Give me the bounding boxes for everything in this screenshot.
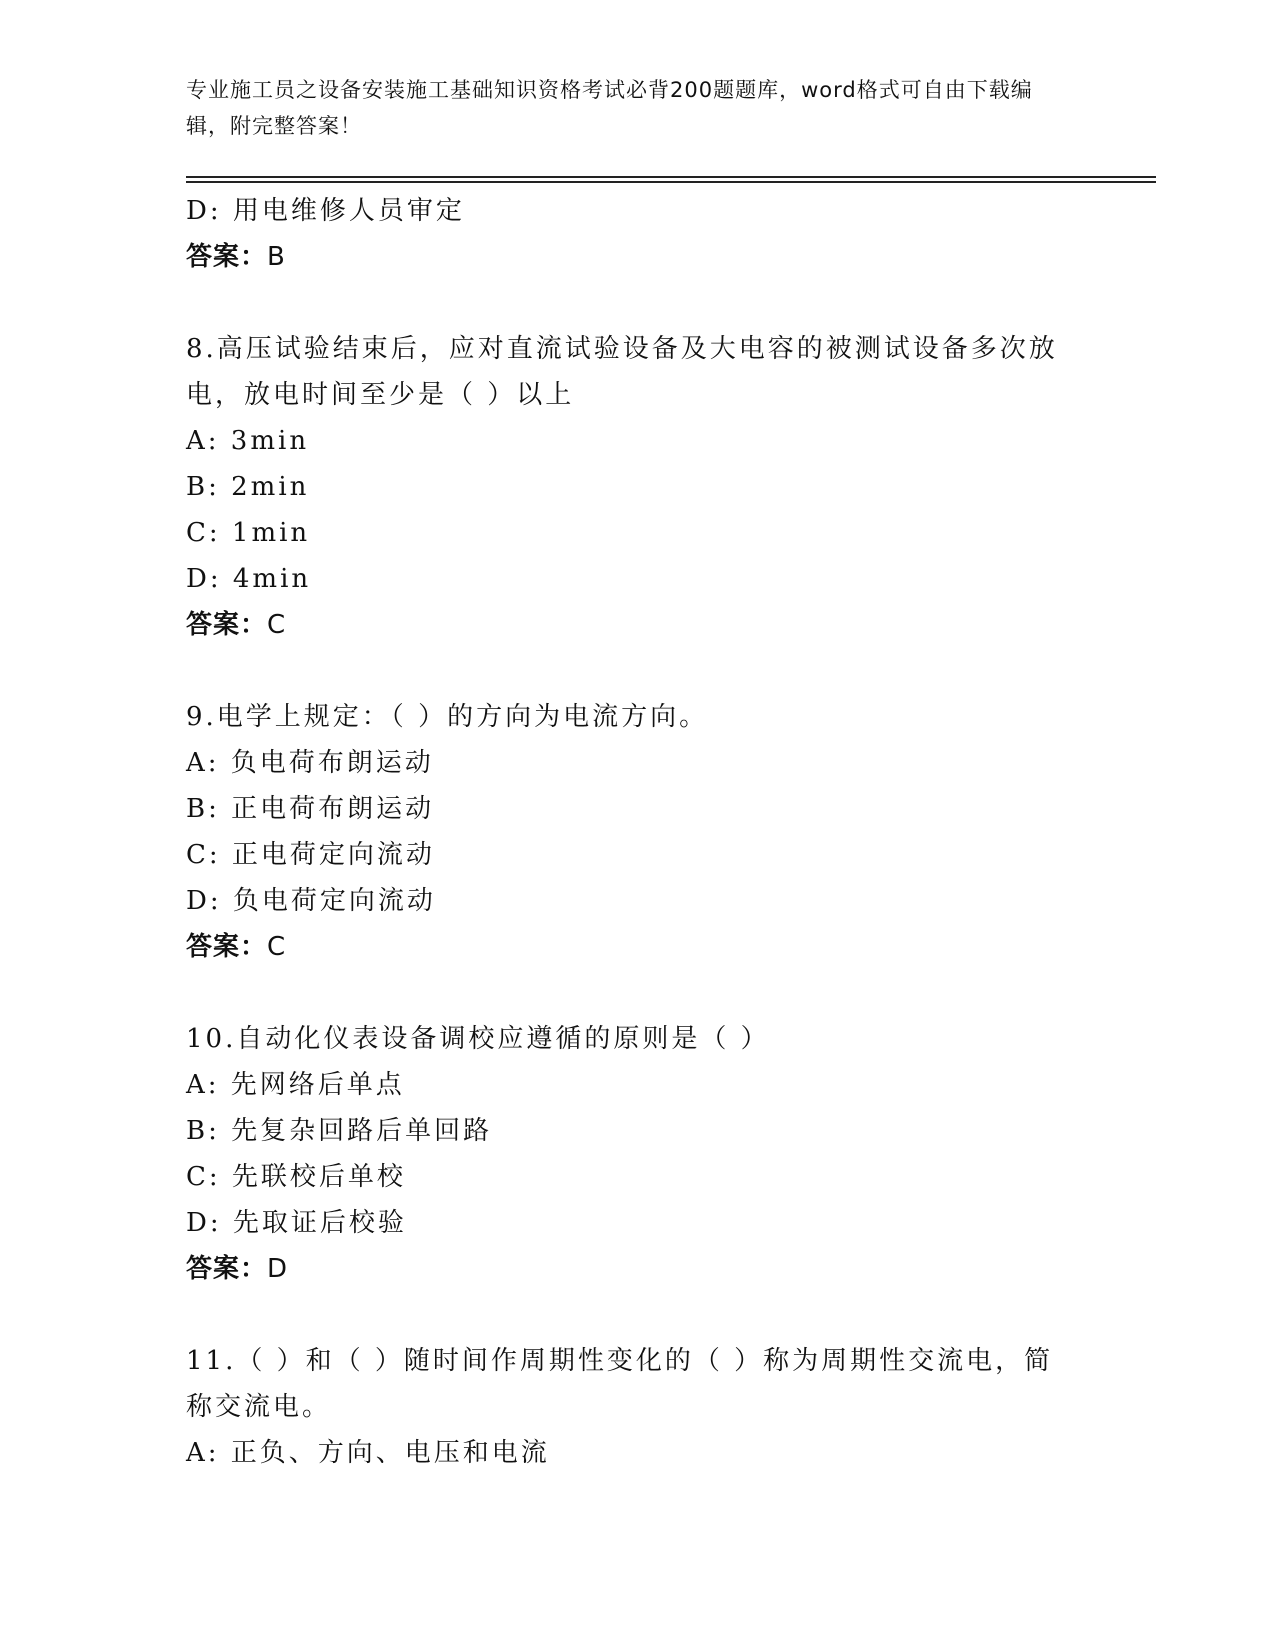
option-b: B: 正电荷布朗运动 [186, 794, 435, 824]
spacer [186, 1292, 1066, 1338]
question-list [186, 188, 1066, 1476]
answer-label: 答案： [186, 610, 268, 640]
spacer [186, 970, 1066, 1016]
option-c: C: 正电荷定向流动 [186, 840, 435, 870]
option-a: A: 正负、方向、电压和电流 [186, 1438, 550, 1468]
option-d: D: 用电维修人员审定 [186, 196, 465, 226]
spacer [186, 648, 1066, 694]
spacer [186, 280, 1066, 326]
question-text: 11.（ ）和（ ）随时间作周期性变化的（ ）称为周期性交流电，简称交流电。 [186, 1346, 1054, 1422]
option-c: C: 1min [186, 518, 311, 548]
answer-line [186, 924, 1066, 970]
answer-line [186, 602, 1066, 648]
header-divider-top [186, 176, 1156, 178]
option-d: D: 先取证后校验 [186, 1208, 407, 1238]
option-b: B: 先复杂回路后单回路 [186, 1116, 493, 1146]
option-a: A: 先网络后单点 [186, 1070, 405, 1100]
answer-line [186, 1246, 1066, 1292]
question-text: 9.电学上规定：（ ）的方向为电流方向。 [186, 702, 709, 732]
answer-label: 答案： [186, 242, 268, 272]
answer-label: 答案： [186, 932, 268, 962]
answer-value: B [267, 242, 286, 272]
option-b: B: 2min [186, 472, 310, 502]
option-c: C: 先联校后单校 [186, 1162, 406, 1192]
answer-value: D [267, 1254, 289, 1284]
header-divider-bottom [186, 181, 1156, 183]
answer-label: 答案： [186, 1254, 268, 1284]
option-d: D: 4min [186, 564, 312, 594]
question-text: 10.自动化仪表设备调校应遵循的原则是（ ） [186, 1024, 770, 1054]
document-header: 专业施工员之设备安装施工基础知识资格考试必背200题题库，word格式可自由下载编辑，附完整答案！ [186, 78, 1033, 138]
option-a: A: 负电荷布朗运动 [186, 748, 434, 778]
question-text: 8.高压试验结束后，应对直流试验设备及大电容的被测试设备多次放电，放电时间至少是（ ）以上 [186, 334, 1058, 410]
option-a: A: 3min [186, 426, 310, 456]
option-d: D: 负电荷定向流动 [186, 886, 436, 916]
answer-value: C [267, 932, 287, 962]
answer-line [186, 234, 1066, 280]
answer-value: C [267, 610, 287, 640]
